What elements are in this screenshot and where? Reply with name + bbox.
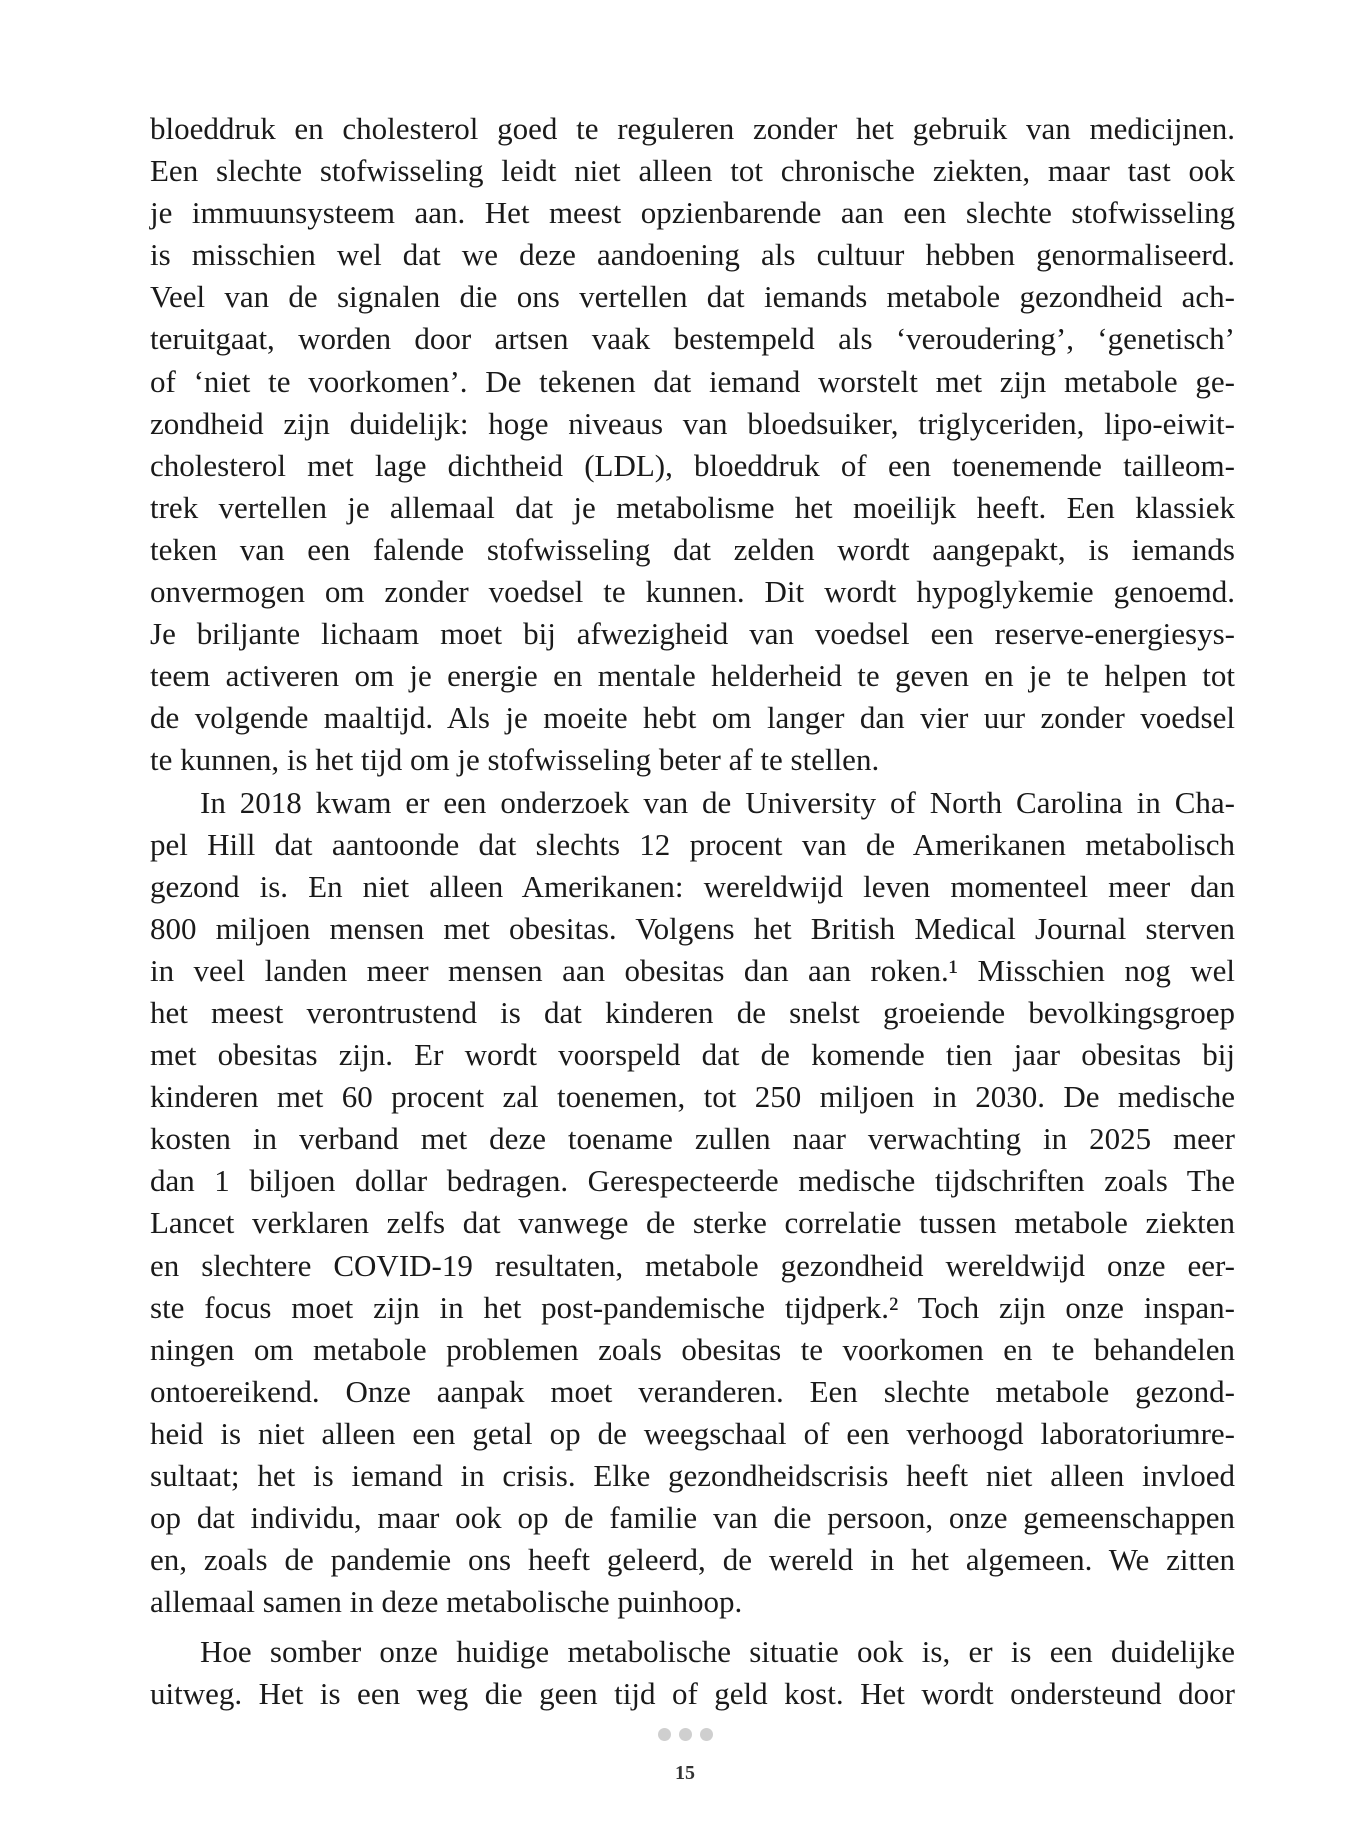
text-line: op dat individu, maar ook op de familie van die persoon, onze gemeenschappen	[150, 1500, 1235, 1536]
text-line: Hoe somber onze huidige metabolische situatie ook is, er is een duidelijke	[200, 1634, 1235, 1670]
text-line: allemaal samen in deze metabolische puinhoop.	[150, 1584, 743, 1620]
text-line: en slechtere COVID-19 resultaten, metabole gezondheid wereldwijd onze eer-	[150, 1247, 1235, 1283]
text-line: trek vertellen je allemaal dat je metabolisme het moeilijk heeft. Een klassiek	[150, 489, 1235, 525]
text-line: de volgende maaltijd. Als je moeite hebt om langer dan vier uur zonder voedsel	[150, 700, 1235, 736]
text-line: teruitgaat, worden door artsen vaak bestempeld als ‘veroudering’, ‘genetisch’	[150, 321, 1235, 357]
text-line: teem activeren om je energie en mentale helderheid te geven en je te helpen tot	[150, 658, 1235, 694]
text-line: ningen om metabole problemen zoals obesitas te voorkomen en te behandelen	[150, 1331, 1235, 1367]
text-line: gezond is. En niet alleen Amerikanen: wereldwijd leven momenteel meer dan	[150, 868, 1235, 904]
text-line: In 2018 kwam er een onderzoek van de University of North Carolina in Cha-	[200, 784, 1235, 820]
text-line: Een slechte stofwisseling leidt niet alleen tot chronische ziekten, maar tast ook	[150, 153, 1235, 189]
text-line: uitweg. Het is een weg die geen tijd of geld kost. Het wordt ondersteund door	[150, 1676, 1235, 1712]
text-line: je immuunsysteem aan. Het meest opzienbarende aan een slechte stofwisseling	[150, 195, 1235, 231]
text-line: heid is niet alleen een getal op de weegschaal of een verhoogd laboratoriumre-	[150, 1415, 1235, 1451]
dot-icon	[700, 1728, 713, 1741]
text-line: kinderen met 60 procent zal toenemen, tot 250 miljoen in 2030. De medische	[150, 1079, 1235, 1115]
text-line: met obesitas zijn. Er wordt voorspeld dat de komende tien jaar obesitas bij	[150, 1037, 1235, 1073]
text-line: sultaat; het is iemand in crisis. Elke gezondheidscrisis heeft niet alleen invloed	[150, 1458, 1235, 1493]
text-line: pel Hill dat aantoonde dat slechts 12 procent van de Amerikanen metabolisch	[150, 826, 1235, 862]
text-line: dan 1 biljoen dollar bedragen. Gerespecteerde medische tijdschriften zoals The	[150, 1163, 1235, 1199]
text-line: onvermogen om zonder voedsel te kunnen. Dit wordt hypoglykemie genoemd.	[150, 574, 1235, 610]
text-line: het meest verontrustend is dat kinderen de snelst groeiende bevolkingsgroep	[150, 994, 1235, 1030]
text-line: Lancet verklaren zelfs dat vanwege de sterke correlatie tussen metabole ziekten	[150, 1205, 1235, 1241]
text-line: Je briljante lichaam moet bij afwezigheid van voedsel een reserve-energiesys-	[150, 616, 1235, 652]
text-line: is misschien wel dat we deze aandoening als cultuur hebben genormaliseerd.	[150, 237, 1235, 273]
body-text	[150, 108, 1235, 1716]
text-line: bloeddruk en cholesterol goed te reguleren zonder het gebruik van medicijnen.	[150, 111, 1235, 146]
text-line: 800 miljoen mensen met obesitas. Volgens het British Medical Journal sterven	[150, 910, 1235, 946]
text-line: of ‘niet te voorkomen’. De tekenen dat iemand worstelt met zijn metabole ge-	[150, 363, 1235, 399]
text-line: ontoereikend. Onze aanpak moet veranderen. Een slechte metabole gezond-	[150, 1373, 1235, 1409]
dot-icon	[679, 1728, 692, 1741]
text-line: cholesterol met lage dichtheid (LDL), bloeddruk of een toenemende tailleom-	[150, 447, 1235, 483]
text-line: en, zoals de pandemie ons heeft geleerd, de wereld in het algemeen. We zitten	[150, 1542, 1235, 1578]
text-line: kosten in verband met deze toename zullen naar verwachting in 2025 meer	[150, 1121, 1235, 1157]
text-line: in veel landen meer mensen aan obesitas dan aan roken.¹ Misschien nog wel	[150, 952, 1235, 988]
text-line: teken van een falende stofwisseling dat zelden wordt aangepakt, is iemands	[150, 531, 1235, 567]
dot-icon	[658, 1728, 671, 1741]
page-ornament	[0, 1728, 1370, 1746]
text-line: ste focus moet zijn in het post-pandemische tijdperk.² Toch zijn onze inspan-	[150, 1289, 1235, 1325]
text-line: Veel van de signalen die ons vertellen dat iemands metabole gezondheid ach-	[150, 279, 1235, 315]
text-line: zondheid zijn duidelijk: hoge niveaus van bloedsuiker, triglyceriden, lipo-eiwit-	[150, 405, 1235, 441]
text-line: te kunnen, is het tijd om je stofwisseling beter af te stellen.	[150, 742, 880, 778]
page-number: 15	[675, 1762, 695, 1784]
